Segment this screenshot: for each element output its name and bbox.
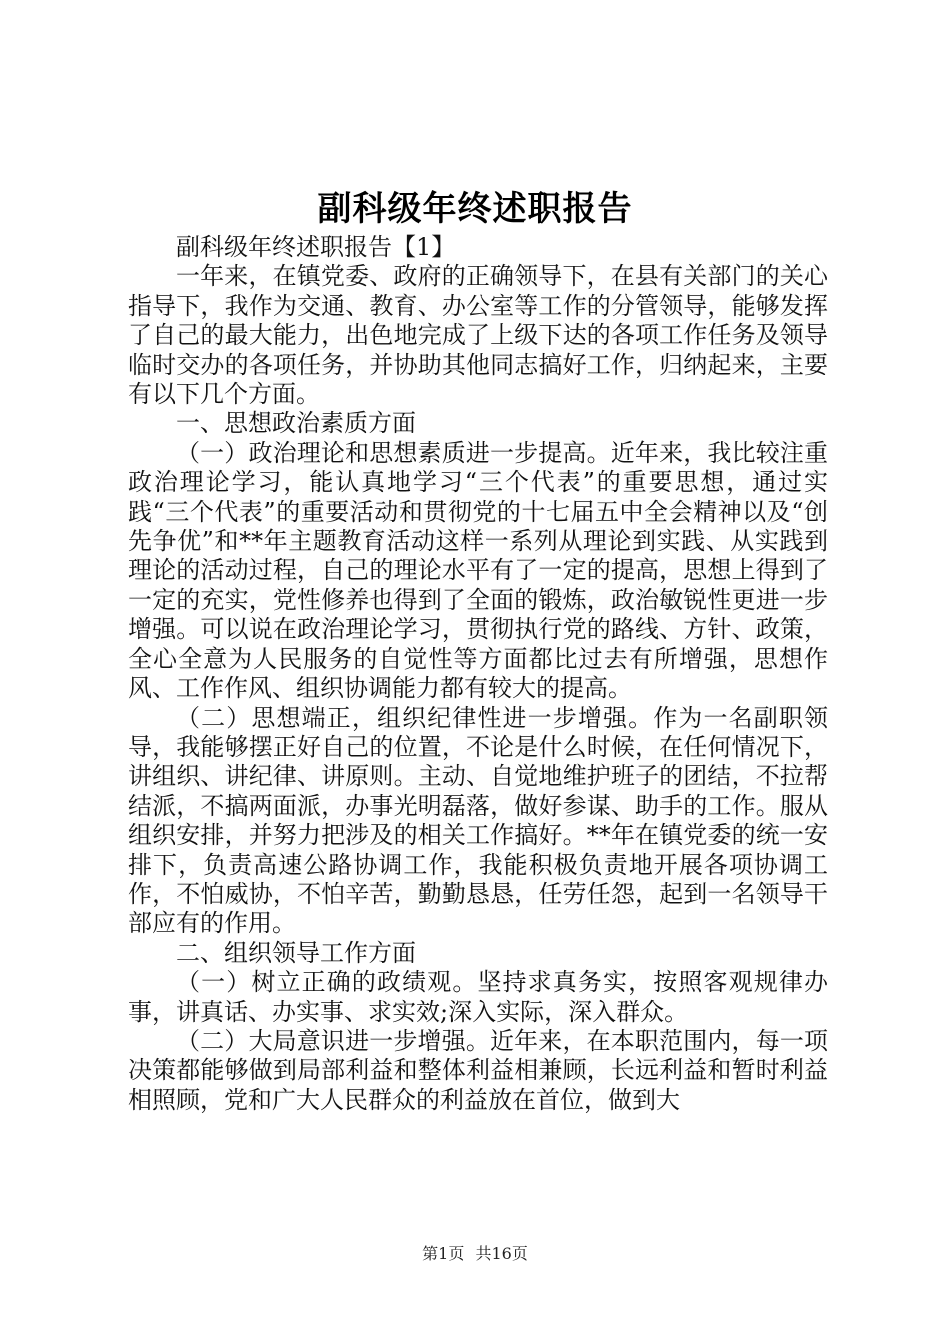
page-footer bbox=[0, 1241, 950, 1264]
body-paragraph: （一）树立正确的政绩观。坚持求真务实，按照客观规律办事，讲真话、办实事、求实效;深入实际，深入群众。 bbox=[128, 968, 828, 1026]
body-paragraph: （二）思想端正，组织纪律性进一步增强。作为一名副职领导，我能够摆正好自己的位置，不论是什么时候，在任何情况下，讲组织、讲纪律、讲原则。主动、自觉地维护班子的团结，不拉帮结派，不搞两面派，办事光明磊落，做好参谋、助手的工作。服从组织安排，并努力把涉及的相关工作搞好。**年在镇党委的统一安排下，负责高速公路协调工作，我能积极负责地开展各项协调工作，不怕威协，不怕辛苦，勤勤恳恳，任劳任怨，起到一名领导干部应有的作用。 bbox=[128, 703, 828, 938]
subtitle-paragraph: 副科级年终述职报告【1】 bbox=[176, 233, 456, 261]
page-total: 共16页 bbox=[475, 1244, 528, 1263]
body-paragraph: 一年来，在镇党委、政府的正确领导下，在县有关部门的关心指导下，我作为交通、教育、办公室等工作的分管领导，能够发挥了自己的最大能力，出色地完成了上级下达的各项工作任务及领导临时交办的各项任务，并协助其他同志搞好工作，归纳起来，主要有以下几个方面。 bbox=[128, 262, 828, 409]
section-heading: 二、组织领导工作方面 bbox=[176, 938, 416, 967]
document-body bbox=[128, 233, 828, 1115]
body-paragraph: （二）大局意识进一步增强。近年来，在本职范围内，每一项决策都能够做到局部利益和整体利益相兼顾，长远利益和暂时利益相照顾，党和广大人民群众的利益放在首位，做到大 bbox=[128, 1026, 828, 1114]
section-heading: 一、思想政治素质方面 bbox=[176, 409, 416, 438]
body-paragraph: （一）政治理论和思想素质进一步提高。近年来，我比较注重政治理论学习，能认真地学习“三个代表”的重要思想，通过实践“三个代表”的重要活动和贯彻党的十七届五中全会精神以及“创先争优”和**年主题教育活动这样一系列从理论到实践、从实践到理论的活动过程，自己的理论水平有了一定的提高，思想上得到了一定的充实，党性修养也得到了全面的锻炼，政治敏锐性更进一步增强。可以说在政治理论学习，贯彻执行党的路线、方针、政策，全心全意为人民服务的自觉性等方面都比过去有所增强，思想作风、工作作风、组织协调能力都有较大的提高。 bbox=[128, 438, 828, 703]
document-title: 副科级年终述职报告 bbox=[317, 189, 633, 229]
page-number: 第1页 bbox=[422, 1244, 465, 1263]
